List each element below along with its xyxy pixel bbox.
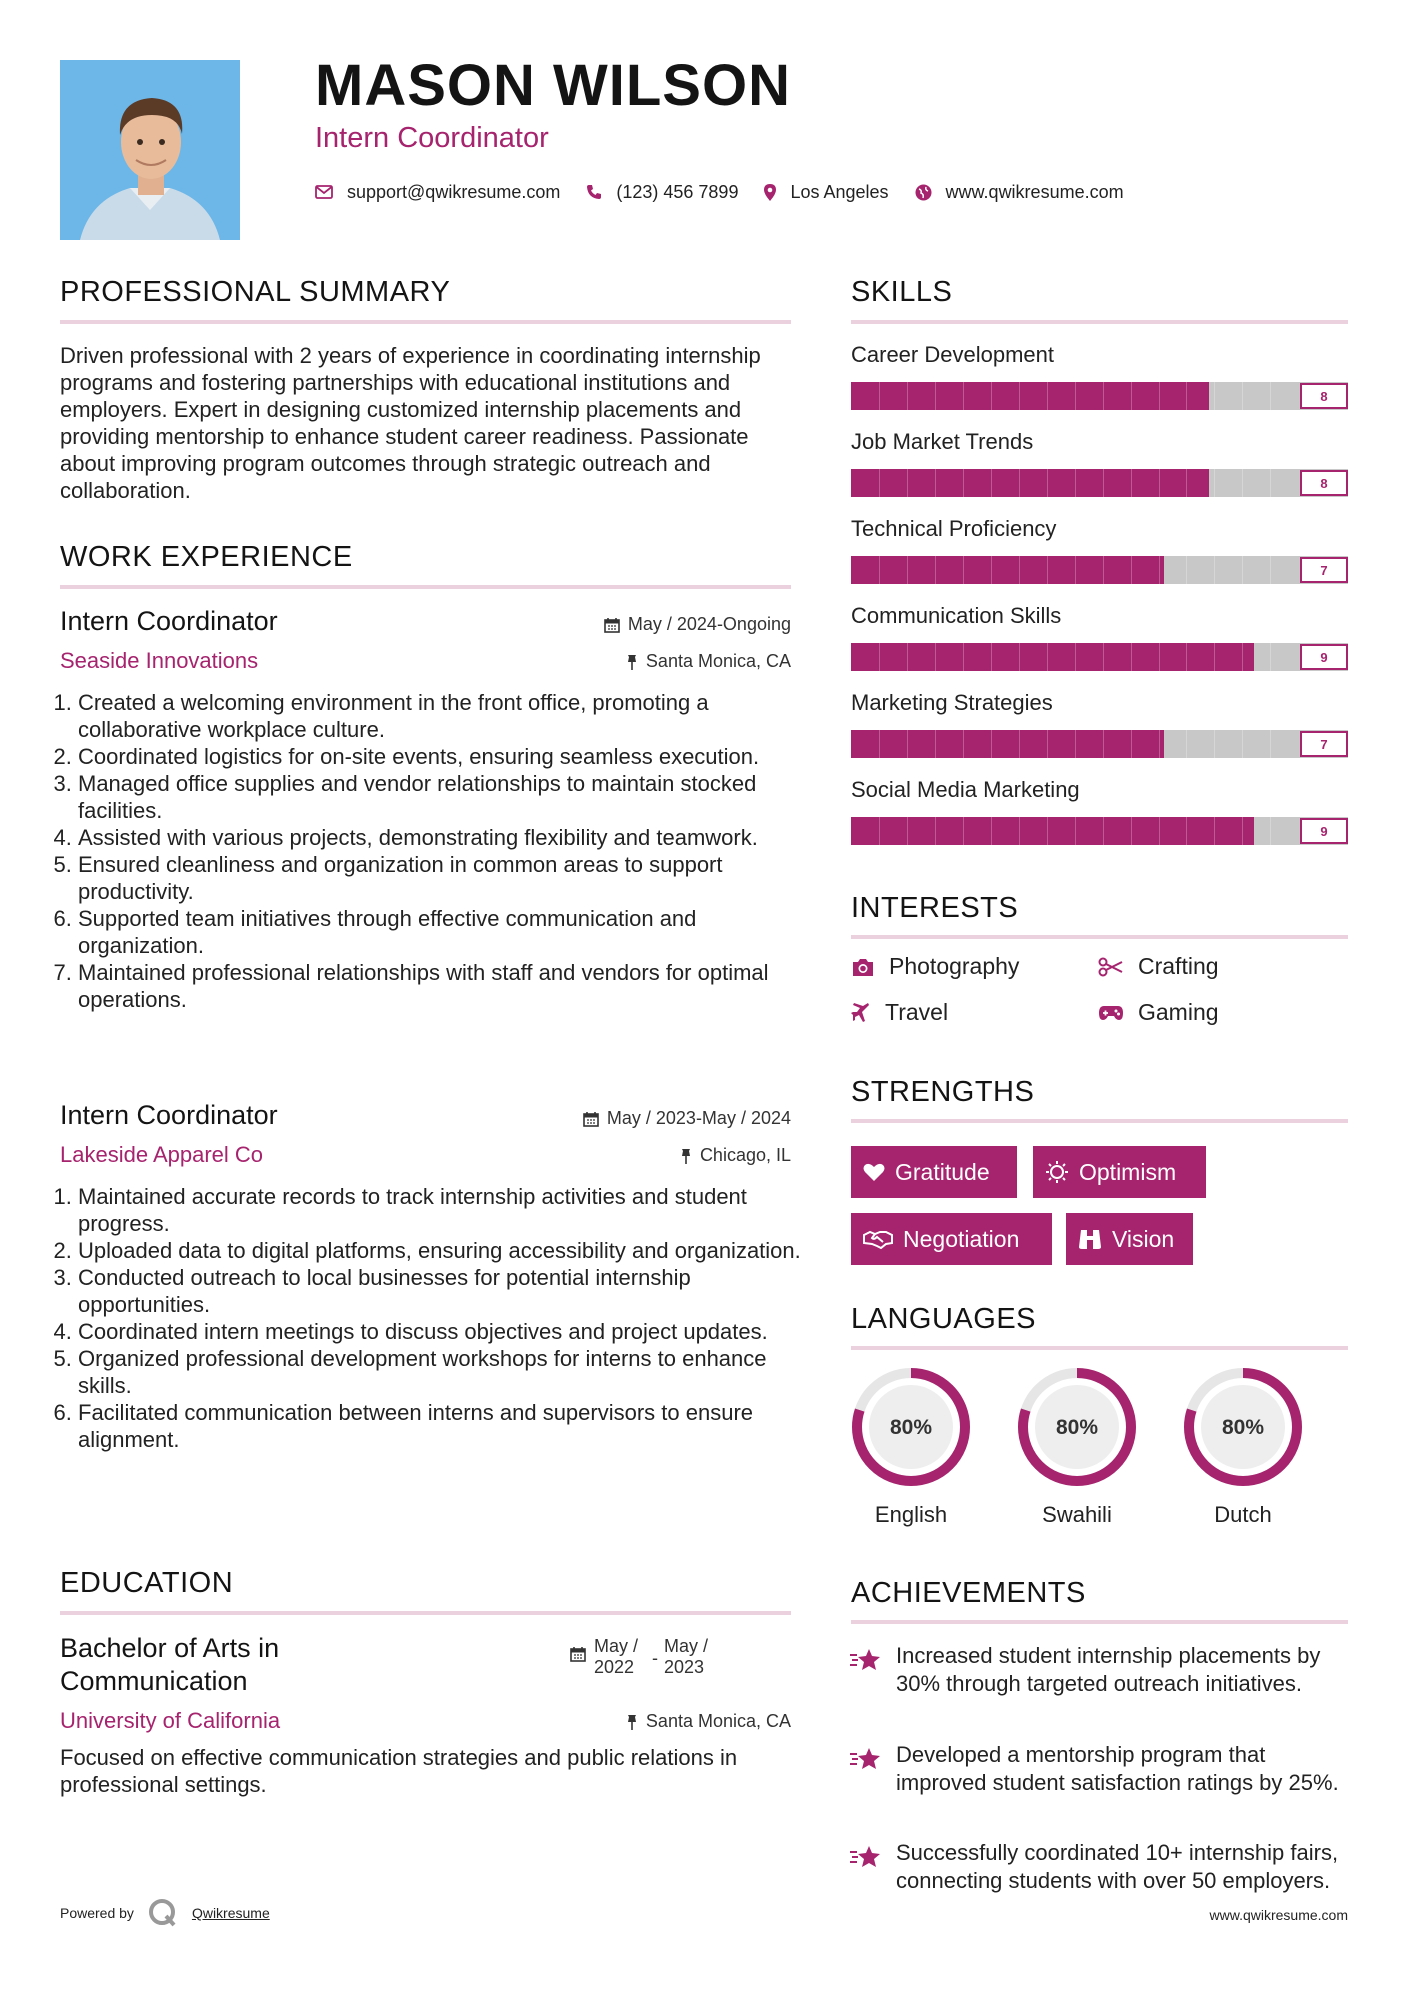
skill-bar-segment: [1131, 469, 1132, 497]
skill-bar-segment: [1075, 643, 1076, 671]
phone-icon: [586, 184, 602, 200]
date-line: 2023: [664, 1657, 705, 1677]
skill-bar-segment: [1019, 382, 1020, 410]
list-item: 3. Managed office supplies and vendor relationships to maintain stocked facilities.: [78, 770, 813, 824]
strength-tag: [851, 1213, 1052, 1265]
contact-location: [764, 182, 888, 203]
languages-heading: LANGUAGES: [851, 1303, 1036, 1335]
list-item: 7. Maintained professional relationships with staff and vendors for optimal operations.: [78, 959, 813, 1013]
skill-bar-fill: [851, 382, 1209, 410]
qwikresume-logo-icon: [148, 1898, 178, 1928]
skill-bar-segment: [1131, 730, 1132, 758]
skill-bar-fill: [851, 730, 1164, 758]
job-location-text: Chicago, IL: [699, 1145, 791, 1165]
skill-bar-fill: [851, 469, 1209, 497]
skill-bar-segment: [1242, 817, 1243, 845]
globe-icon: [915, 184, 932, 201]
skill-bar-segment: [1047, 469, 1048, 497]
map-pin-icon: [764, 184, 776, 201]
skill-bar-segment: [991, 382, 992, 410]
interest-item: [1098, 999, 1219, 1026]
camera-icon: [851, 957, 875, 977]
education-location-text: Santa Monica, CA: [645, 1711, 791, 1731]
skill-bar-segment: [1159, 469, 1160, 497]
skill-score: 8: [1300, 470, 1348, 496]
skill-bar-segment: [1214, 556, 1215, 584]
interests-heading: INTERESTS: [851, 892, 1019, 924]
skill-bar-segment: [1186, 382, 1187, 410]
email-text: support@qwikresume.com: [347, 181, 561, 202]
skill-bar-fill: [851, 556, 1164, 584]
skill-bar: [851, 382, 1348, 410]
skill-bar: [851, 643, 1348, 671]
list-item: 5. Organized professional development workshops for interns to enhance skills.: [78, 1345, 813, 1399]
degree-line: Communication: [60, 1666, 248, 1696]
powered-by: [60, 1898, 270, 1928]
skill-bar-segment: [1159, 643, 1160, 671]
footer-website[interactable]: www.qwikresume.com: [1209, 1907, 1348, 1923]
list-item: 3. Conducted outreach to local businesses for potential internship opportunities.: [78, 1264, 813, 1318]
scissors-icon: [1098, 957, 1124, 977]
skill-bar-segment: [1103, 382, 1104, 410]
job-bullets: [60, 689, 813, 1013]
skill-bar-segment: [879, 817, 880, 845]
achievement-text: Successfully coordinated 10+ internship fairs, connecting students with over 50 employers.: [896, 1840, 1339, 1893]
strength-tag: [851, 1146, 1017, 1198]
skill-bar-segment: [963, 469, 964, 497]
skill-label: Career Development: [851, 342, 1054, 367]
skill-label: Technical Proficiency: [851, 516, 1057, 541]
list-item: 4. Assisted with various projects, demonstrating flexibility and teamwork.: [78, 824, 813, 851]
language-percent: 80%: [889, 1416, 933, 1439]
summary-heading: PROFESSIONAL SUMMARY: [60, 276, 451, 308]
strengths-heading: STRENGTHS: [851, 1076, 1035, 1108]
school-name: University of California: [60, 1708, 281, 1733]
skill-bar-segment: [1214, 643, 1215, 671]
job-location: [680, 1145, 791, 1166]
skill-bar-segment: [1047, 556, 1048, 584]
skill-bar-fill: [851, 817, 1254, 845]
skill-bar-segment: [1019, 643, 1020, 671]
skill-label: Social Media Marketing: [851, 777, 1080, 802]
list-item: 1. Maintained accurate records to track internship activities and student progress.: [78, 1183, 813, 1237]
skill-bar-segment: [991, 469, 992, 497]
skill-bar-segment: [907, 643, 908, 671]
date-separator: -: [652, 1648, 658, 1668]
heart-icon: [863, 1162, 885, 1182]
list-item: 6. Supported team initiatives through effective communication and organization.: [78, 905, 813, 959]
star-trophy-icon: [849, 1745, 883, 1773]
skill-bar-segment: [1186, 556, 1187, 584]
skill-bar-segment: [1047, 643, 1048, 671]
calendar-icon: [604, 617, 620, 633]
languages-divider: [851, 1346, 1348, 1350]
skill-bar-segment: [963, 817, 964, 845]
education-location: [626, 1711, 791, 1732]
education-divider: [60, 1611, 791, 1615]
skill-bar-segment: [963, 556, 964, 584]
envelope-icon: [315, 185, 333, 199]
achievement-text: Developed a mentorship program that improved student satisfaction ratings by 25%.: [896, 1742, 1339, 1795]
skill-bar-segment: [1103, 817, 1104, 845]
education-dates: [570, 1636, 708, 1678]
language-percent: 80%: [1055, 1416, 1099, 1439]
skill-bar-segment: [1103, 556, 1104, 584]
contact-bar: [315, 178, 1150, 206]
location-text: Los Angeles: [790, 181, 889, 202]
skill-bar-segment: [1019, 730, 1020, 758]
skill-bar: [851, 556, 1348, 584]
skill-bar-segment: [1270, 730, 1271, 758]
skill-bar-segment: [879, 730, 880, 758]
skill-bar-segment: [935, 730, 936, 758]
date-line: 2022: [594, 1657, 635, 1677]
pushpin-icon: [626, 654, 638, 670]
skill-bar-segment: [1075, 469, 1076, 497]
gamepad-icon: [1098, 1004, 1124, 1022]
contact-phone[interactable]: [586, 182, 738, 203]
skill-bar-segment: [935, 556, 936, 584]
skill-bar-segment: [1103, 730, 1104, 758]
job-location-text: Santa Monica, CA: [645, 651, 791, 671]
skill-bar-segment: [907, 382, 908, 410]
language-ring: [850, 1366, 972, 1488]
profile-photo: [60, 60, 240, 240]
job-dates-text: May / 2024-Ongoing: [627, 614, 791, 634]
skill-bar-segment: [1242, 643, 1243, 671]
skill-bar-segment: [907, 469, 908, 497]
strength-label: Negotiation: [903, 1225, 1020, 1252]
pushpin-icon: [680, 1148, 692, 1164]
skill-bar-segment: [879, 556, 880, 584]
plane-icon: [851, 1003, 871, 1023]
skill-bar-segment: [1270, 643, 1271, 671]
skill-bar: [851, 817, 1348, 845]
interest-item: [1098, 953, 1219, 980]
skills-heading: SKILLS: [851, 276, 953, 308]
language-percent: 80%: [1221, 1416, 1265, 1439]
powered-by-text: Powered by: [60, 1905, 134, 1921]
skill-bar-segment: [1242, 382, 1243, 410]
experience-divider: [60, 585, 791, 589]
degree-line: Bachelor of Arts in: [60, 1633, 280, 1663]
language-ring: [1016, 1366, 1138, 1488]
job-title: Intern Coordinator: [60, 1100, 278, 1130]
skill-bar-segment: [1131, 817, 1132, 845]
job-company: Seaside Innovations: [60, 648, 259, 673]
skill-bar-segment: [1075, 382, 1076, 410]
strength-label: Gratitude: [895, 1158, 990, 1185]
job-location: [626, 651, 791, 672]
skill-bar-segment: [1047, 730, 1048, 758]
skill-bar-segment: [963, 643, 964, 671]
skill-bar-segment: [935, 817, 936, 845]
job-dates-text: May / 2023-May / 2024: [606, 1108, 791, 1128]
skill-bar-segment: [1019, 556, 1020, 584]
strength-label: Vision: [1112, 1225, 1175, 1252]
list-item: 1. Created a welcoming environment in the front office, promoting a collaborative workplace culture.: [78, 689, 813, 743]
skill-bar-segment: [1131, 643, 1132, 671]
interest-label: Photography: [889, 953, 1020, 979]
experience-heading: WORK EXPERIENCE: [60, 541, 353, 573]
interest-label: Gaming: [1138, 999, 1219, 1025]
skill-bar-segment: [991, 730, 992, 758]
skill-bar-segment: [907, 730, 908, 758]
candidate-title: Intern Coordinator: [315, 122, 549, 154]
skill-bar-segment: [1047, 382, 1048, 410]
sun-icon: [1045, 1160, 1069, 1184]
skill-bar-segment: [879, 469, 880, 497]
date-line: May /: [664, 1636, 709, 1656]
language-name: English: [874, 1502, 948, 1527]
summary-divider: [60, 320, 791, 324]
achievements-heading: ACHIEVEMENTS: [851, 1577, 1086, 1609]
skill-score: 7: [1300, 731, 1348, 757]
list-item: 2. Coordinated logistics for on-site events, ensuring seamless execution.: [78, 743, 813, 770]
job-title: Intern Coordinator: [60, 606, 278, 636]
phone-text: (123) 456 7899: [616, 181, 739, 202]
skill-bar-segment: [991, 556, 992, 584]
edu-start-date: [594, 1636, 652, 1678]
handshake-icon: [863, 1229, 893, 1249]
skill-bar-segment: [907, 817, 908, 845]
job-company: Lakeside Apparel Co: [60, 1142, 264, 1167]
skill-bar-segment: [935, 382, 936, 410]
skill-bar-segment: [1131, 382, 1132, 410]
skill-bar-segment: [907, 556, 908, 584]
skill-bar-segment: [1103, 469, 1104, 497]
skill-bar-segment: [1075, 730, 1076, 758]
skill-bar-segment: [879, 382, 880, 410]
skill-label: Job Market Trends: [851, 429, 1034, 454]
skill-bar-segment: [991, 817, 992, 845]
skill-bar-segment: [1270, 817, 1271, 845]
skill-bar-segment: [1242, 556, 1243, 584]
edu-end-date: [664, 1636, 708, 1678]
job-bullets: [60, 1183, 813, 1453]
strength-tag: [1066, 1213, 1193, 1265]
skill-bar-segment: [1242, 730, 1243, 758]
job-dates: [583, 1108, 791, 1129]
candidate-name: MASON WILSON: [315, 53, 791, 118]
skill-bar-segment: [1186, 469, 1187, 497]
skill-bar: [851, 469, 1348, 497]
skill-score: 8: [1300, 383, 1348, 409]
skill-bar-segment: [1270, 469, 1271, 497]
skill-score: 9: [1300, 818, 1348, 844]
skill-bar-segment: [1159, 817, 1160, 845]
achievements-divider: [851, 1620, 1348, 1624]
language-name: Dutch: [1214, 1502, 1272, 1527]
skill-bar-segment: [935, 643, 936, 671]
degree-title: [60, 1632, 279, 1698]
skill-label: Communication Skills: [851, 603, 1062, 628]
skill-bar-segment: [1075, 556, 1076, 584]
skill-bar-segment: [1103, 643, 1104, 671]
education-heading: EDUCATION: [60, 1567, 234, 1599]
skill-label: Marketing Strategies: [851, 690, 1053, 715]
strength-tag: [1033, 1146, 1206, 1198]
star-trophy-icon: [849, 1646, 883, 1674]
skill-score: 7: [1300, 557, 1348, 583]
skill-bar-segment: [1186, 730, 1187, 758]
skill-bar-segment: [991, 643, 992, 671]
education-description: Focused on effective communication strategies and public relations in professional settings.: [60, 1745, 738, 1797]
skill-bar-segment: [1047, 817, 1048, 845]
calendar-icon: [570, 1646, 586, 1662]
skill-bar-segment: [1131, 556, 1132, 584]
star-trophy-icon: [849, 1843, 883, 1871]
contact-website[interactable]: [915, 182, 1124, 203]
interest-item: [851, 953, 1019, 980]
skill-bar-segment: [1019, 469, 1020, 497]
list-item: 6. Facilitated communication between interns and supervisors to ensure alignment.: [78, 1399, 813, 1453]
skill-bar-segment: [1159, 730, 1160, 758]
date-line: May /: [594, 1636, 639, 1656]
skill-bar-segment: [1214, 730, 1215, 758]
skill-bar: [851, 730, 1348, 758]
contact-email[interactable]: [315, 182, 560, 203]
list-item: 2. Uploaded data to digital platforms, ensuring accessibility and organization.: [78, 1237, 813, 1264]
skill-bar-segment: [1159, 382, 1160, 410]
skill-bar-segment: [1075, 817, 1076, 845]
interest-label: Travel: [885, 999, 949, 1025]
skill-bar-segment: [935, 469, 936, 497]
job-dates: [604, 614, 791, 635]
skill-bar-segment: [1270, 556, 1271, 584]
skill-bar-segment: [879, 643, 880, 671]
list-item: 5. Ensured cleanliness and organization in common areas to support productivity.: [78, 851, 813, 905]
skill-bar-segment: [1186, 817, 1187, 845]
skill-bar-segment: [1159, 556, 1160, 584]
pushpin-icon: [626, 1714, 638, 1730]
language-ring: [1182, 1366, 1304, 1488]
skill-bar-segment: [1214, 817, 1215, 845]
achievement-text: Increased student internship placements by 30% through targeted outreach initiatives.: [896, 1643, 1321, 1696]
skill-bar-segment: [963, 730, 964, 758]
calendar-icon: [583, 1111, 599, 1127]
interest-label: Crafting: [1138, 953, 1219, 979]
skill-bar-segment: [1019, 817, 1020, 845]
brand-link[interactable]: Qwikresume: [191, 1905, 270, 1921]
interest-item: [851, 999, 948, 1026]
skill-bar-segment: [1242, 469, 1243, 497]
skill-bar-segment: [1214, 469, 1215, 497]
skill-bar-segment: [963, 382, 964, 410]
list-item: 4. Coordinated intern meetings to discuss objectives and project updates.: [78, 1318, 813, 1345]
binoculars-icon: [1078, 1228, 1102, 1250]
strengths-divider: [851, 1119, 1348, 1123]
skill-bar-segment: [1270, 382, 1271, 410]
strength-label: Optimism: [1079, 1158, 1177, 1185]
skill-bar-segment: [1186, 643, 1187, 671]
language-name: Swahili: [1042, 1502, 1112, 1527]
website-text: www.qwikresume.com: [945, 181, 1124, 202]
skill-bar-segment: [1214, 382, 1215, 410]
summary-text: Driven professional with 2 years of experience in coordinating internship programs and fostering partnerships with educational institutions and employers. Expert in designing customized internship placements and providing mentorship to enhance student career readiness. Passionate about improving program outcomes through strategic outreach and collaboration.: [60, 343, 761, 503]
interests-divider: [851, 935, 1348, 939]
skill-bar-fill: [851, 643, 1254, 671]
skill-score: 9: [1300, 644, 1348, 670]
skills-divider: [851, 320, 1348, 324]
